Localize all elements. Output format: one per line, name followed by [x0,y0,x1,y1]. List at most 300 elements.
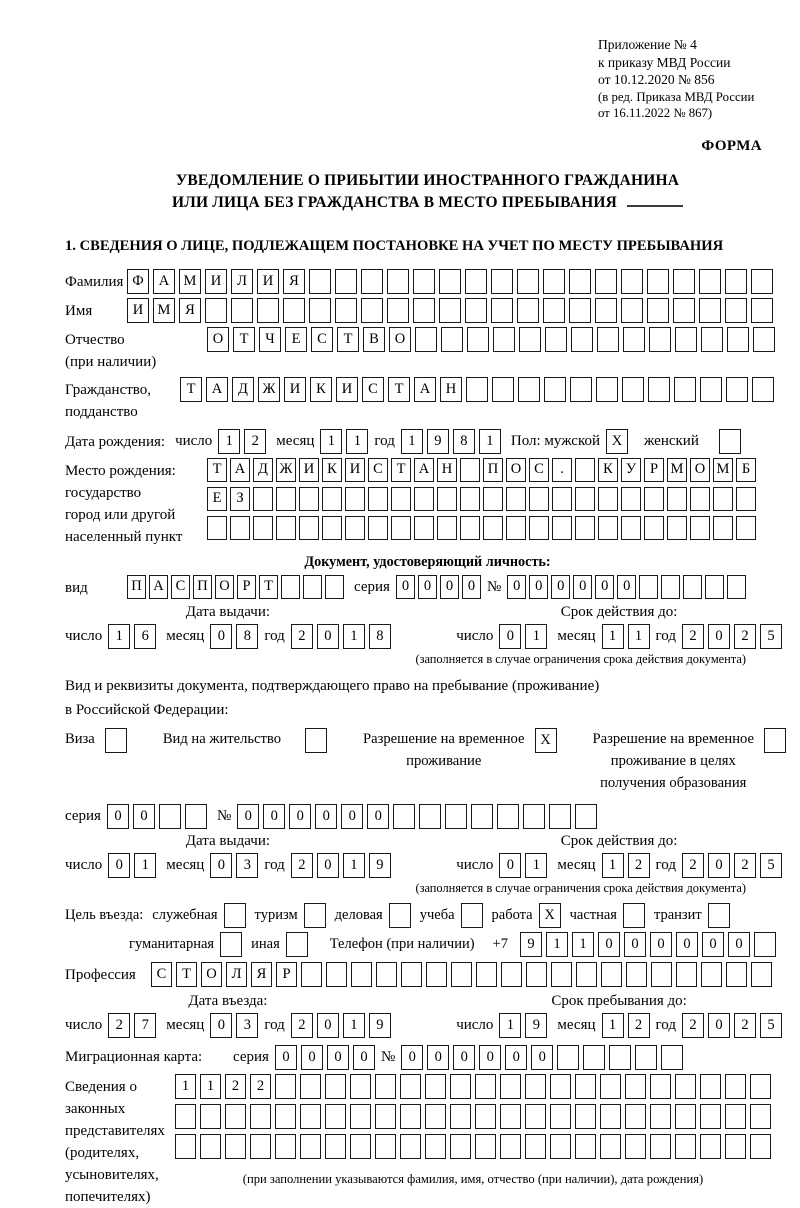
char-box[interactable]: 0 [133,804,155,829]
char-box[interactable] [250,1134,271,1159]
char-box[interactable]: 0 [210,624,232,649]
char-box[interactable] [325,1134,346,1159]
char-box[interactable] [726,377,748,402]
char-box[interactable]: 0 [317,624,339,649]
char-box[interactable] [700,377,722,402]
char-box[interactable] [322,487,342,511]
char-box[interactable] [701,962,722,987]
char-box[interactable]: К [310,377,332,402]
char-box[interactable] [281,575,300,599]
char-box[interactable] [491,298,513,323]
char-box[interactable] [736,487,756,511]
char-box[interactable] [649,327,671,352]
char-box[interactable] [205,298,227,323]
char-box[interactable] [492,377,514,402]
char-box[interactable]: 0 [507,575,526,599]
char-box[interactable]: 0 [440,575,459,599]
char-box[interactable]: А [206,377,228,402]
char-box[interactable]: 1 [525,624,547,649]
char-box[interactable]: 1 [525,853,547,878]
char-box[interactable] [650,1134,671,1159]
char-box[interactable]: 0 [462,575,481,599]
char-box[interactable] [597,327,619,352]
char-box[interactable]: 0 [453,1045,475,1070]
char-box[interactable]: 1 [479,429,501,454]
char-box[interactable]: 0 [708,853,730,878]
char-box[interactable] [713,487,733,511]
char-box[interactable] [506,487,526,511]
char-box[interactable] [493,327,515,352]
char-box[interactable] [699,269,721,294]
char-box[interactable]: 2 [244,429,266,454]
char-box[interactable] [275,1074,296,1099]
char-box[interactable] [483,487,503,511]
char-box[interactable] [425,1074,446,1099]
char-box[interactable] [600,1074,621,1099]
char-box[interactable] [550,1104,571,1129]
char-box[interactable]: С [368,458,388,482]
char-box[interactable]: 0 [728,932,750,957]
char-box[interactable] [497,804,519,829]
char-box[interactable] [750,1104,771,1129]
char-box[interactable]: И [299,458,319,482]
char-box[interactable] [345,487,365,511]
char-box[interactable] [575,487,595,511]
char-box[interactable]: Т [259,575,278,599]
char-box[interactable]: 0 [650,932,672,957]
char-box[interactable]: 3 [236,853,258,878]
char-box[interactable] [200,1104,221,1129]
char-box[interactable]: 8 [236,624,258,649]
char-box[interactable]: 2 [291,1013,313,1038]
char-box[interactable] [675,327,697,352]
char-box[interactable] [414,487,434,511]
char-box[interactable] [275,1104,296,1129]
char-box[interactable] [475,1074,496,1099]
char-box[interactable]: 0 [499,624,521,649]
char-box[interactable]: 0 [396,575,415,599]
char-box[interactable] [439,269,461,294]
char-box[interactable] [299,516,319,540]
char-box[interactable] [667,487,687,511]
purpose-humanitarian-checkbox[interactable] [220,932,242,957]
char-box[interactable] [460,487,480,511]
char-box[interactable] [725,1134,746,1159]
char-box[interactable]: 2 [734,1013,756,1038]
char-box[interactable] [523,804,545,829]
char-box[interactable] [375,1074,396,1099]
char-box[interactable] [518,377,540,402]
char-box[interactable] [250,1104,271,1129]
char-box[interactable] [595,269,617,294]
char-box[interactable] [622,377,644,402]
char-box[interactable] [575,516,595,540]
male-checkbox[interactable]: X [606,429,628,454]
char-box[interactable] [467,327,489,352]
char-box[interactable] [600,1104,621,1129]
char-box[interactable] [625,1134,646,1159]
char-box[interactable]: 1 [343,853,365,878]
char-box[interactable] [491,269,513,294]
char-box[interactable]: 9 [525,1013,547,1038]
char-box[interactable] [526,962,547,987]
char-box[interactable] [471,804,493,829]
char-box[interactable]: 0 [617,575,636,599]
char-box[interactable] [651,962,672,987]
char-box[interactable] [185,804,207,829]
char-box[interactable] [647,298,669,323]
char-box[interactable]: 2 [682,624,704,649]
char-box[interactable] [283,298,305,323]
char-box[interactable] [350,1134,371,1159]
char-box[interactable] [667,516,687,540]
char-box[interactable]: А [414,377,436,402]
char-box[interactable] [501,962,522,987]
char-box[interactable] [596,377,618,402]
char-box[interactable]: 0 [505,1045,527,1070]
char-box[interactable]: 5 [760,624,782,649]
char-box[interactable] [650,1074,671,1099]
char-box[interactable] [303,575,322,599]
char-box[interactable]: Л [231,269,253,294]
char-box[interactable] [175,1104,196,1129]
char-box[interactable]: Р [644,458,664,482]
char-box[interactable] [661,1045,683,1070]
char-box[interactable]: А [149,575,168,599]
char-box[interactable]: 2 [250,1074,271,1099]
char-box[interactable]: 0 [531,1045,553,1070]
char-box[interactable] [623,327,645,352]
temp-residence-checkbox[interactable]: X [535,728,557,753]
char-box[interactable] [225,1134,246,1159]
char-box[interactable]: 8 [453,429,475,454]
char-box[interactable] [575,458,595,482]
char-box[interactable]: И [205,269,227,294]
char-box[interactable]: 1 [602,624,624,649]
char-box[interactable] [253,487,273,511]
char-box[interactable] [200,1134,221,1159]
char-box[interactable] [276,516,296,540]
purpose-official-checkbox[interactable] [224,903,246,928]
char-box[interactable] [231,298,253,323]
char-box[interactable]: В [363,327,385,352]
char-box[interactable]: 2 [682,853,704,878]
char-box[interactable]: С [151,962,172,987]
char-box[interactable] [570,377,592,402]
char-box[interactable]: С [529,458,549,482]
char-box[interactable]: 0 [301,1045,323,1070]
char-box[interactable] [475,1134,496,1159]
char-box[interactable]: 0 [499,853,521,878]
char-box[interactable] [754,932,776,957]
char-box[interactable] [549,804,571,829]
char-box[interactable] [725,1104,746,1129]
char-box[interactable] [335,298,357,323]
char-box[interactable]: М [153,298,175,323]
female-checkbox[interactable] [719,429,741,454]
char-box[interactable]: . [552,458,572,482]
char-box[interactable] [529,487,549,511]
char-box[interactable] [576,962,597,987]
char-box[interactable]: 0 [210,853,232,878]
temp-residence-education-checkbox[interactable] [764,728,786,753]
char-box[interactable]: С [171,575,190,599]
char-box[interactable] [299,487,319,511]
char-box[interactable] [609,1045,631,1070]
char-box[interactable] [700,1104,721,1129]
char-box[interactable]: 2 [734,853,756,878]
residence-permit-checkbox[interactable] [305,728,327,753]
char-box[interactable]: 0 [367,804,389,829]
char-box[interactable]: 1 [175,1074,196,1099]
char-box[interactable] [725,1074,746,1099]
char-box[interactable] [601,962,622,987]
char-box[interactable] [525,1134,546,1159]
char-box[interactable]: 0 [595,575,614,599]
char-box[interactable] [393,804,415,829]
char-box[interactable]: 2 [734,624,756,649]
char-box[interactable] [500,1074,521,1099]
char-box[interactable] [391,487,411,511]
char-box[interactable] [225,1104,246,1129]
char-box[interactable] [639,575,658,599]
char-box[interactable]: П [127,575,146,599]
char-box[interactable] [413,269,435,294]
char-box[interactable] [750,1134,771,1159]
char-box[interactable] [376,962,397,987]
char-box[interactable]: И [336,377,358,402]
char-box[interactable] [625,1074,646,1099]
char-box[interactable]: 0 [210,1013,232,1038]
char-box[interactable]: Н [437,458,457,482]
char-box[interactable] [725,298,747,323]
char-box[interactable] [322,516,342,540]
char-box[interactable]: 1 [218,429,240,454]
char-box[interactable]: 9 [520,932,542,957]
char-box[interactable] [575,1104,596,1129]
char-box[interactable]: С [362,377,384,402]
purpose-study-checkbox[interactable] [461,903,483,928]
char-box[interactable] [675,1134,696,1159]
char-box[interactable] [445,804,467,829]
char-box[interactable]: А [153,269,175,294]
char-box[interactable]: 0 [708,624,730,649]
char-box[interactable] [466,377,488,402]
char-box[interactable] [525,1104,546,1129]
char-box[interactable] [476,962,497,987]
char-box[interactable] [543,269,565,294]
char-box[interactable]: 0 [353,1045,375,1070]
char-box[interactable]: 0 [529,575,548,599]
char-box[interactable]: Б [736,458,756,482]
char-box[interactable] [414,516,434,540]
char-box[interactable] [345,516,365,540]
char-box[interactable] [475,1104,496,1129]
char-box[interactable]: Ж [276,458,296,482]
char-box[interactable] [351,962,372,987]
purpose-other-checkbox[interactable] [286,932,308,957]
char-box[interactable]: 1 [628,624,650,649]
char-box[interactable]: 2 [682,1013,704,1038]
char-box[interactable] [387,269,409,294]
char-box[interactable]: 1 [134,853,156,878]
char-box[interactable] [450,1134,471,1159]
char-box[interactable] [506,516,526,540]
char-box[interactable]: 0 [317,1013,339,1038]
char-box[interactable] [519,327,541,352]
char-box[interactable] [450,1074,471,1099]
char-box[interactable] [326,962,347,987]
char-box[interactable]: К [598,458,618,482]
char-box[interactable] [525,1074,546,1099]
char-box[interactable] [751,298,773,323]
char-box[interactable]: 1 [546,932,568,957]
char-box[interactable] [500,1134,521,1159]
char-box[interactable] [550,1134,571,1159]
char-box[interactable]: 0 [289,804,311,829]
char-box[interactable]: О [506,458,526,482]
char-box[interactable]: 9 [427,429,449,454]
char-box[interactable] [335,269,357,294]
char-box[interactable] [725,269,747,294]
char-box[interactable] [550,1074,571,1099]
char-box[interactable]: И [257,269,279,294]
char-box[interactable] [517,269,539,294]
char-box[interactable] [752,377,774,402]
char-box[interactable] [230,516,250,540]
char-box[interactable] [460,458,480,482]
char-box[interactable] [575,804,597,829]
char-box[interactable]: 1 [200,1074,221,1099]
char-box[interactable] [400,1074,421,1099]
char-box[interactable] [159,804,181,829]
char-box[interactable] [465,269,487,294]
char-box[interactable] [361,298,383,323]
char-box[interactable]: 0 [263,804,285,829]
char-box[interactable] [450,1104,471,1129]
char-box[interactable]: 0 [624,932,646,957]
char-box[interactable] [441,327,463,352]
char-box[interactable]: 2 [108,1013,130,1038]
char-box[interactable] [713,516,733,540]
char-box[interactable]: 1 [108,624,130,649]
char-box[interactable]: Т [337,327,359,352]
char-box[interactable]: 2 [291,853,313,878]
char-box[interactable] [300,1104,321,1129]
char-box[interactable]: 9 [369,1013,391,1038]
char-box[interactable]: 0 [327,1045,349,1070]
char-box[interactable]: О [215,575,234,599]
purpose-work-checkbox[interactable]: X [539,903,561,928]
char-box[interactable]: Р [276,962,297,987]
char-box[interactable] [387,298,409,323]
char-box[interactable] [598,487,618,511]
char-box[interactable] [425,1134,446,1159]
char-box[interactable] [426,962,447,987]
char-box[interactable] [751,269,773,294]
char-box[interactable]: И [345,458,365,482]
char-box[interactable]: С [311,327,333,352]
char-box[interactable] [701,327,723,352]
purpose-business-checkbox[interactable] [389,903,411,928]
char-box[interactable] [543,298,565,323]
char-box[interactable] [325,575,344,599]
char-box[interactable] [690,487,710,511]
char-box[interactable]: А [414,458,434,482]
char-box[interactable] [350,1104,371,1129]
char-box[interactable]: 0 [108,853,130,878]
char-box[interactable]: Е [207,487,227,511]
char-box[interactable]: Т [176,962,197,987]
char-box[interactable]: 1 [320,429,342,454]
char-box[interactable] [575,1134,596,1159]
char-box[interactable] [661,575,680,599]
char-box[interactable] [621,269,643,294]
char-box[interactable]: 2 [628,853,650,878]
char-box[interactable] [413,298,435,323]
char-box[interactable] [690,516,710,540]
char-box[interactable] [621,298,643,323]
char-box[interactable] [544,377,566,402]
char-box[interactable]: 0 [237,804,259,829]
char-box[interactable]: 0 [275,1045,297,1070]
char-box[interactable] [675,1104,696,1129]
char-box[interactable] [253,516,273,540]
char-box[interactable]: 0 [479,1045,501,1070]
char-box[interactable]: О [389,327,411,352]
char-box[interactable] [575,1074,596,1099]
char-box[interactable] [400,1134,421,1159]
char-box[interactable]: З [230,487,250,511]
char-box[interactable] [569,269,591,294]
char-box[interactable] [375,1134,396,1159]
char-box[interactable] [529,516,549,540]
char-box[interactable] [350,1074,371,1099]
char-box[interactable] [683,575,702,599]
char-box[interactable]: 5 [760,853,782,878]
char-box[interactable]: 2 [291,624,313,649]
char-box[interactable] [598,516,618,540]
char-box[interactable] [451,962,472,987]
char-box[interactable]: И [284,377,306,402]
char-box[interactable]: К [322,458,342,482]
char-box[interactable] [300,1074,321,1099]
purpose-transit-checkbox[interactable] [708,903,730,928]
char-box[interactable]: 1 [343,624,365,649]
char-box[interactable]: О [207,327,229,352]
char-box[interactable]: 2 [628,1013,650,1038]
char-box[interactable]: 1 [572,932,594,957]
char-box[interactable] [207,516,227,540]
char-box[interactable]: 1 [343,1013,365,1038]
visa-checkbox[interactable] [105,728,127,753]
char-box[interactable] [621,487,641,511]
char-box[interactable]: 0 [702,932,724,957]
char-box[interactable]: Я [251,962,272,987]
char-box[interactable] [301,962,322,987]
char-box[interactable]: А [230,458,250,482]
char-box[interactable] [700,1134,721,1159]
char-box[interactable] [621,516,641,540]
char-box[interactable]: М [179,269,201,294]
char-box[interactable] [647,269,669,294]
char-box[interactable] [673,298,695,323]
char-box[interactable]: П [193,575,212,599]
char-box[interactable] [726,962,747,987]
char-box[interactable]: 1 [401,429,423,454]
char-box[interactable] [325,1074,346,1099]
char-box[interactable]: М [667,458,687,482]
